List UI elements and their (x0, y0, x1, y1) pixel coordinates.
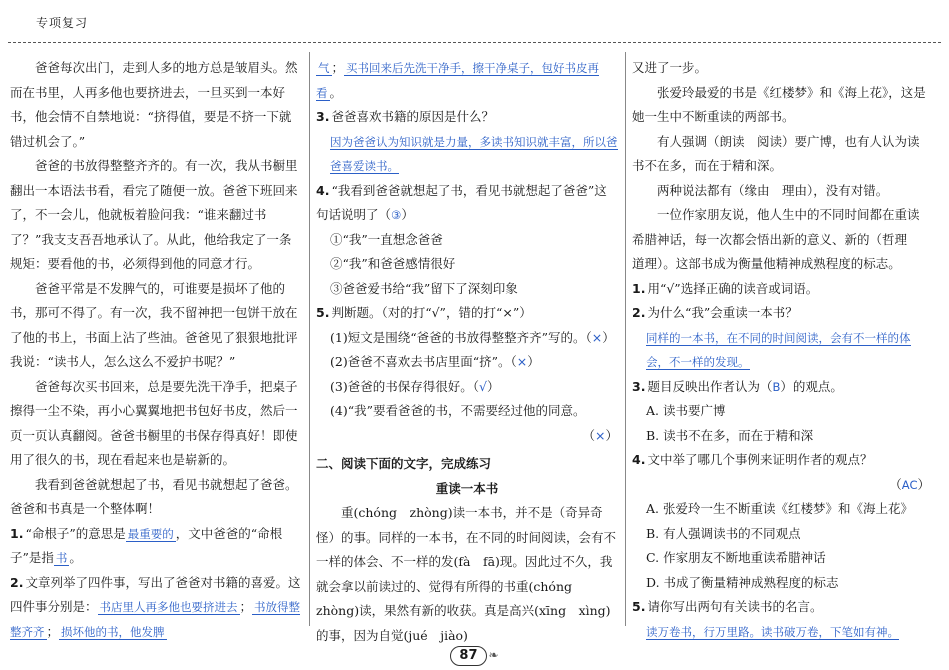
question-text: ，文中爸爸的“命根子”是指 (10, 525, 283, 565)
judgement-item (316, 375, 618, 400)
answer-blank[interactable]: 书 (55, 551, 68, 565)
column-divider (309, 52, 310, 626)
answer-blank[interactable]: 书放得整整齐齐 (10, 600, 301, 639)
question-text: 请你写出两句有关读书的名言。 (647, 599, 823, 614)
answer-text: 读万卷书，行万里路。读书破万卷，下笔如有神。 (646, 624, 899, 639)
item-text: (3)爸爸的书保存得很好。（ (330, 378, 479, 394)
item-text: (2)爸爸不喜欢去书店里面“挤”。（ (330, 354, 517, 369)
question-4 (632, 448, 930, 473)
answer-choice-line: （AC） (889, 476, 930, 492)
answer-choice[interactable]: ③ (391, 208, 402, 222)
question-number: 1. (10, 525, 24, 541)
punctuation: ） (602, 329, 615, 345)
question-3 (316, 105, 618, 130)
judgement-answer[interactable]: × (595, 427, 606, 443)
question-number: 2. (10, 574, 24, 590)
answer-line[interactable] (632, 326, 930, 375)
punctuation: 。 (329, 84, 343, 100)
paragraph: 有人强调（朗读 阅读）要广博，也有人认为读书不在多，而在于精和深。 (632, 133, 920, 173)
judgement-answer[interactable]: × (516, 354, 528, 369)
question-number: 4. (316, 182, 330, 198)
question-text: 文章列举了四件事，写出了爸爸对书籍的喜爱。这四件事分别是： (10, 574, 301, 614)
question-number: 5. (316, 305, 330, 320)
paragraph: 一位作家朋友说，他人生中的不同时间都在重读希腊神话，每一次都会悟出新的意义、新的（哲理 道理）。这部书成为衡量他精神成熟程度的标志。 (632, 207, 920, 271)
page-footer (0, 644, 949, 666)
answer-blank[interactable]: 买书回来后先洗干净手，擦干净桌子，包好书皮再看 (316, 61, 600, 100)
paragraph: 我看到爸爸就想起了书，看见书就想起了爸爸。爸爸和书真是一个整体啊！ (10, 476, 298, 516)
option: B. 有人强调读书的不同观点 (646, 525, 801, 541)
leaf-icon: ❧ (488, 648, 499, 662)
judgement-answer[interactable]: √ (478, 378, 487, 394)
item-text: (4)“我”要看爸爸的书，不需要经过他的同意。 (330, 403, 586, 418)
question-5 (632, 595, 930, 620)
passage-title: 重读一本书 (435, 480, 499, 496)
question-number: 1. (632, 280, 646, 296)
question-number: 3. (316, 109, 330, 124)
question-number: 5. (632, 599, 646, 614)
punctuation: 。 (69, 550, 82, 565)
option: C. 作家朋友不断地重读希腊神话 (646, 550, 826, 565)
section-header: 专项复习 (36, 16, 89, 30)
judgement-item (316, 350, 618, 375)
answer-blank[interactable]: 损坏他的书，他发脾 (61, 624, 165, 639)
option: A. 张爱玲一生不断重读《红楼梦》和《海上花》 (646, 501, 913, 516)
column-1 (10, 56, 302, 644)
punctuation: ） (486, 378, 500, 394)
question-text: 判断题。（对的打“√”，错的打“×”） (331, 305, 532, 320)
paragraph: 又进了一步。 (632, 60, 708, 75)
question-number: 2. (632, 305, 646, 320)
judgement-item (316, 326, 618, 351)
question-text: 爸爸喜欢书籍的原因是什么？ (331, 109, 494, 124)
judgement-answer[interactable]: × (591, 329, 603, 345)
question-text: ）的观点。 (780, 378, 843, 394)
punctuation: ） (527, 354, 540, 369)
answer-line[interactable] (316, 130, 618, 179)
judgement-item (316, 399, 618, 424)
answer-choice[interactable]: B (772, 379, 781, 394)
paragraph: 两种说法都有（缘由 理由），没有对错。 (657, 182, 889, 198)
question-3 (632, 375, 930, 400)
option: A. 读书要广博 (646, 403, 726, 418)
option: ①“我”一直想念爸爸 (330, 231, 443, 247)
column-divider (625, 52, 626, 626)
question-number: 3. (632, 378, 646, 394)
question-text: 用“√”选择正确的读音或词语。 (647, 280, 819, 296)
answer-blank[interactable]: 最重要的 (127, 526, 174, 541)
answer-choice[interactable]: AC (901, 477, 918, 492)
paragraph: 张爱玲最爱的书是《红楼梦》和《海上花》，这是她一生中不断重读的两部书。 (632, 84, 926, 124)
question-number: 4. (632, 452, 646, 467)
paragraph: 爸爸平常是不发脾气的，可谁要是损坏了他的书，那可不得了。有一次，我不留神把一包饼干放在了他的书上，书面上沾了些油。爸爸见了狠狠地批评我说：“读书人，怎么这么不爱护书呢？” (10, 280, 298, 369)
question-2 (632, 301, 930, 326)
question-4 (316, 179, 618, 228)
option: B. 读书不在多，而在于精和深 (646, 427, 814, 443)
paragraph: 爸爸每次买书回来，总是要先洗干净手，把桌子擦得一尘不染，再小心翼翼地把书包好书皮，然后一页一页认真翻阅。爸爸书橱里的书保存得真好！即使用了很久的书，现在看起来也是崭新的。 (10, 378, 298, 467)
question-text: 为什么“我”会重读一本书？ (647, 305, 798, 320)
question-2: 2. 文章列举了四件事，写出了爸爸对书籍的喜爱。这四件事分别是： 书店里人再多他也要挤进去 ； 书放得整整齐齐 ； 损坏他的书，他发脾 (10, 574, 301, 639)
question-1 (10, 522, 302, 571)
question-5 (316, 301, 618, 326)
question-text: “命根子”的意思是 (25, 525, 126, 541)
question-text: “我看到爸爸就想起了书，看见书就想起了爸爸”这句话说明了（ (316, 182, 607, 222)
page-number: 87 (450, 646, 486, 666)
question-2-continued: 气 ； 买书回来后先洗干净手，擦干净桌子，包好书皮再看 。 (316, 60, 600, 100)
answer-blank[interactable]: 气 (318, 61, 330, 75)
option: D. 书成了衡量精神成熟程度的标志 (646, 574, 839, 590)
question-1 (632, 277, 930, 302)
answer-text: 因为爸爸认为知识就是力量，多读书知识就丰富，所以爸爸喜爱读书。 (330, 134, 618, 173)
punctuation: ） (401, 207, 414, 222)
answer-line[interactable] (632, 620, 930, 645)
paragraph: 爸爸每次出门，走到人多的地方总是皱眉头。然而在书里，人再多他也要挤进去，一旦买到一本好书，他会情不自禁地说：“挤得值，要是不挤一下就错过机会了。” (10, 60, 298, 149)
judgement-item-answer: （×） (582, 427, 618, 443)
answer-text: 同样的一本书，在不同的时间阅读，会有不一样的体会，不一样的发现。 (646, 330, 911, 369)
column-3 (632, 56, 930, 644)
paragraph: 爸爸的书放得整整齐齐的。有一次，我从书橱里翻出一本语法书看，看完了随便一放。爸爸下班回来了，不一会儿，他就板着脸问我：“谁来翻过书了？”我支支吾吾地承认了。从此，他给我定了一条规矩：要看他的书，必须得到他的同意才行。 (10, 158, 298, 271)
question-text: 题目反映出作者认为（ (647, 378, 773, 394)
paragraph: 重(chóng zhòng)读一本书，并不是（奇异奇怪）的事。同样的一本书，在不同的时间阅读，会有不一样的体会、不一样的发(fà fā)现。因此过不久，我就会拿以前读过的、觉得有所得的书重(chóng zhòng)读，果然有新的收获。真是高兴(xīng xìng)的事，因为自觉(jué jiào) (316, 505, 617, 643)
question-text: 文中举了哪几个事例来证明作者的观点？ (647, 452, 873, 467)
item-text: (1)短文是围绕“爸爸的书放得整整齐齐”写的。（ (330, 329, 592, 345)
option: ③爸爸爱书给“我”留下了深刻印象 (330, 280, 518, 296)
answer-blank[interactable]: 书店里人再多他也要挤进去 (99, 600, 238, 614)
header-divider (8, 42, 941, 43)
column-2 (316, 56, 618, 648)
option: ②“我”和爸爸感情很好 (330, 256, 456, 271)
section-heading: 二、阅读下面的文字，完成练习 (316, 456, 492, 471)
